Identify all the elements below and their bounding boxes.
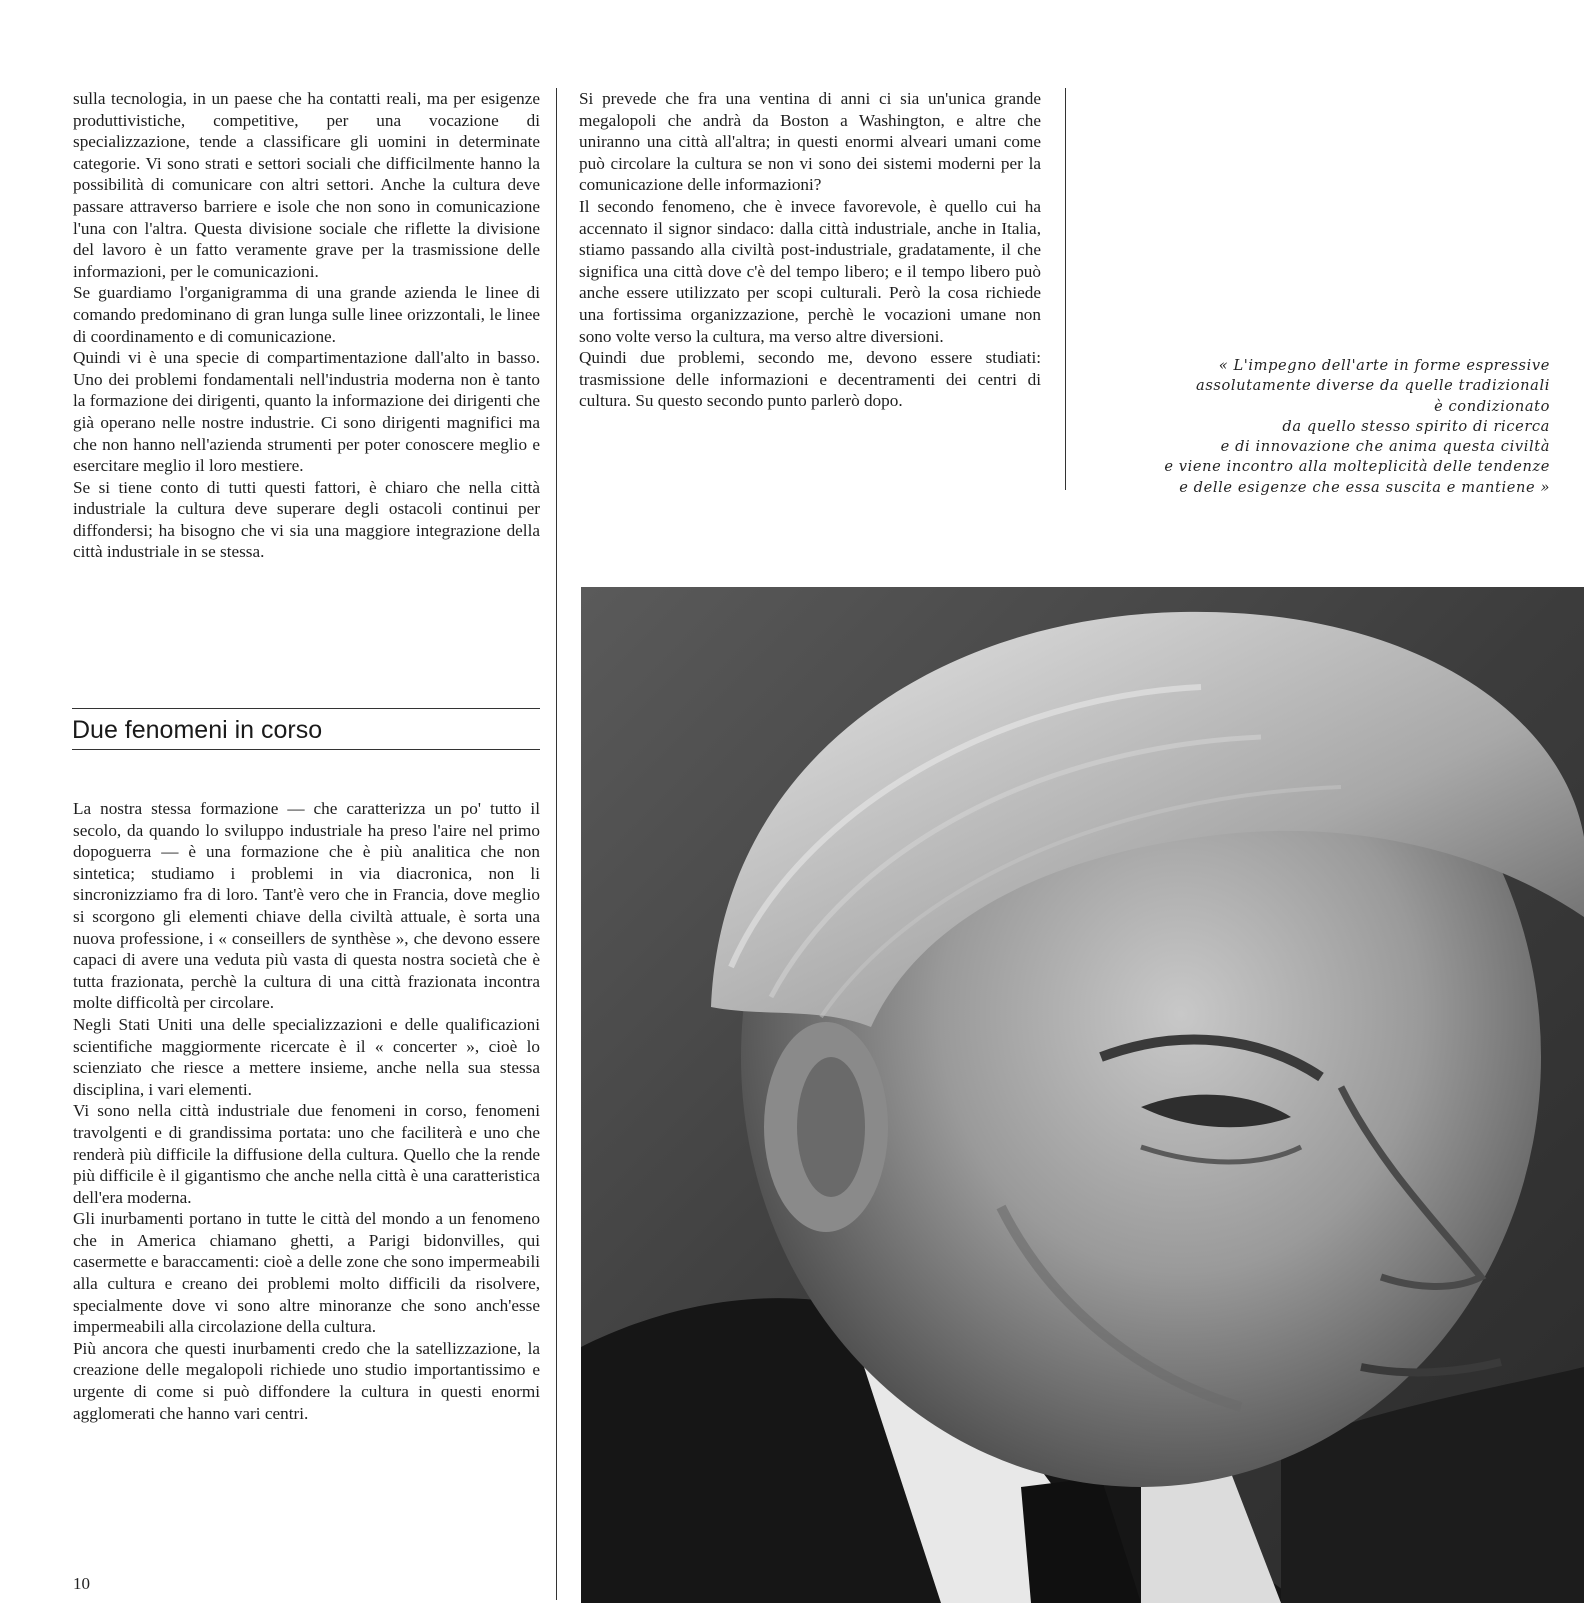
section-heading-block	[72, 708, 540, 750]
paragraph: Si prevede che fra una ventina di anni ci sia un'unica grande megalopoli che andrà da Boston a Washington, e altre che uniranno una città all'altra; in questi enormi alveari umani come può circolare la cultura se non vi sono dei sistemi moderni per la comunicazione delle informazioni?	[579, 89, 1041, 195]
paragraph: Negli Stati Uniti una delle specializzazioni e delle qualificazioni scientifiche maggiormente ricercate è il « concerter », cioè lo scienziato che riesce a mettere insieme, anche nella sua stessa disciplina, i vari elementi.	[73, 1014, 540, 1099]
paragraph: Vi sono nella città industriale due fenomeni in corso, fenomeni travolgenti e di grandissima portata: uno che faciliterà e uno che renderà più difficile la diffusione della cultura. Quello che la rende più difficile è il gigantismo che anche nella città è una caratteristica dell'era moderna.	[73, 1101, 540, 1207]
section-heading: Due fenomeni in corso	[72, 716, 323, 744]
portrait-illustration	[581, 587, 1584, 1603]
paragraph: Quindi vi è una specie di compartimentazione dall'alto in basso. Uno dei problemi fondamentali nell'industria moderna non è tanto la formazione dei dirigenti, quanto la informazione dei dirigenti che già operano nelle nostre industrie. Ci sono dirigenti magnifici ma che non hanno nell'azienda strumenti per poter conoscere meglio e esercitare meglio il loro mestiere.	[73, 348, 540, 476]
pull-quote-line: e viene incontro alla molteplicità delle tendenze	[1164, 458, 1550, 476]
paragraph: Quindi due problemi, secondo me, devono essere studiati: trasmissione delle informazioni e decentramenti dei centri di cultura. Su questo secondo punto parlerò dopo.	[579, 348, 1041, 411]
paragraph: Se guardiamo l'organigramma di una grande azienda le linee di comando predominano di gran lunga sulle linee orizzontali, le linee di coordinamento e di comunicazione.	[73, 283, 540, 346]
portrait-photo	[581, 587, 1584, 1603]
pull-quote-line: da quello stesso spirito di ricerca	[1282, 417, 1550, 435]
pull-quote-line: assolutamente diverse da quelle tradizionali	[1196, 377, 1550, 395]
paragraph: sulla tecnologia, in un paese che ha contatti reali, ma per esigenze produttivistiche, competitive, per una vocazione di specializzazione, tende a classificare gli uomini in determinate categorie. Vi sono strati e settori sociali che difficilmente hanno la possibilità di comunicare con altri settori. Anche la cultura deve passare attraverso barriere e isole che non sono in comunicazione l'una con l'altra. Questa divisione sociale che riflette la divisione del lavoro è un fatto veramente grave per la trasmissione delle informazioni, per le comunicazioni.	[73, 89, 540, 281]
paragraph: Più ancora che questi inurbamenti credo che la satellizzazione, la creazione delle megalopoli richiede uno studio importantissimo e urgente di come si può diffondere la cultura in questi enormi agglomerati che hanno vari centri.	[73, 1338, 540, 1423]
middle-column	[579, 88, 1041, 412]
pull-quote	[1110, 356, 1550, 498]
left-column-bottom	[73, 798, 540, 1424]
column-divider	[1065, 88, 1066, 490]
pull-quote-line: « L'impegno dell'arte in forme espressive	[1218, 357, 1550, 374]
left-column-top	[73, 88, 540, 563]
column-divider	[556, 88, 557, 1600]
pull-quote-line: e di innovazione che anima questa civiltà	[1220, 438, 1550, 456]
page-number: 10	[73, 1574, 90, 1593]
pull-quote-line: è condizionato	[1434, 397, 1550, 415]
paragraph: Il secondo fenomeno, che è invece favorevole, è quello cui ha accennato il signor sindaco: dalla città industriale, anche in Italia, stiamo passando alla civiltà post-industriale, gradatamente, il che significa una città dove c'è del tempo libero; e il tempo libero può anche essere utilizzato per scopi culturali. Però la cosa richiede una fortissima organizzazione, perchè le vocazioni umane non sono volte verso la cultura, ma verso altre diversioni.	[579, 196, 1041, 346]
paragraph: Gli inurbamenti portano in tutte le città del mondo a un fenomeno che in America chiamano ghetti, a Parigi bidonvilles, qui casermette e baraccamenti: cioè a delle zone che sono impermeabili alla cultura e creano dei problemi molto difficili da risolvere, specialmente dove vi sono altre minoranze che sono anch'esse impermeabili alla circolazione della cultura.	[73, 1209, 540, 1337]
paragraph: La nostra stessa formazione — che caratterizza un po' tutto il secolo, da quando lo sviluppo industriale ha preso l'aire nel primo dopoguerra — è una formazione che è più analitica che non sintetica; studiamo i problemi in via diacronica, non li sincronizziamo fra di loro. Tant'è vero che in Francia, dove meglio si scorgono gli elementi chiave della civiltà attuale, è sorta una nuova professione, i « conseillers de synthèse », che devono essere capaci di avere una veduta più vasta di questa nostra società che è tutta frazionata, perchè la cultura di una città frazionata incontra molte difficoltà per circolare.	[73, 799, 540, 1013]
pull-quote-line: e delle esigenze che essa suscita e mantiene »	[1179, 478, 1550, 496]
paragraph: Se si tiene conto di tutti questi fattori, è chiaro che nella città industriale la cultura deve superare degli ostacoli continui per diffondersi; ha bisogno che vi sia una maggiore integrazione della città industriale in se stessa.	[73, 477, 540, 562]
